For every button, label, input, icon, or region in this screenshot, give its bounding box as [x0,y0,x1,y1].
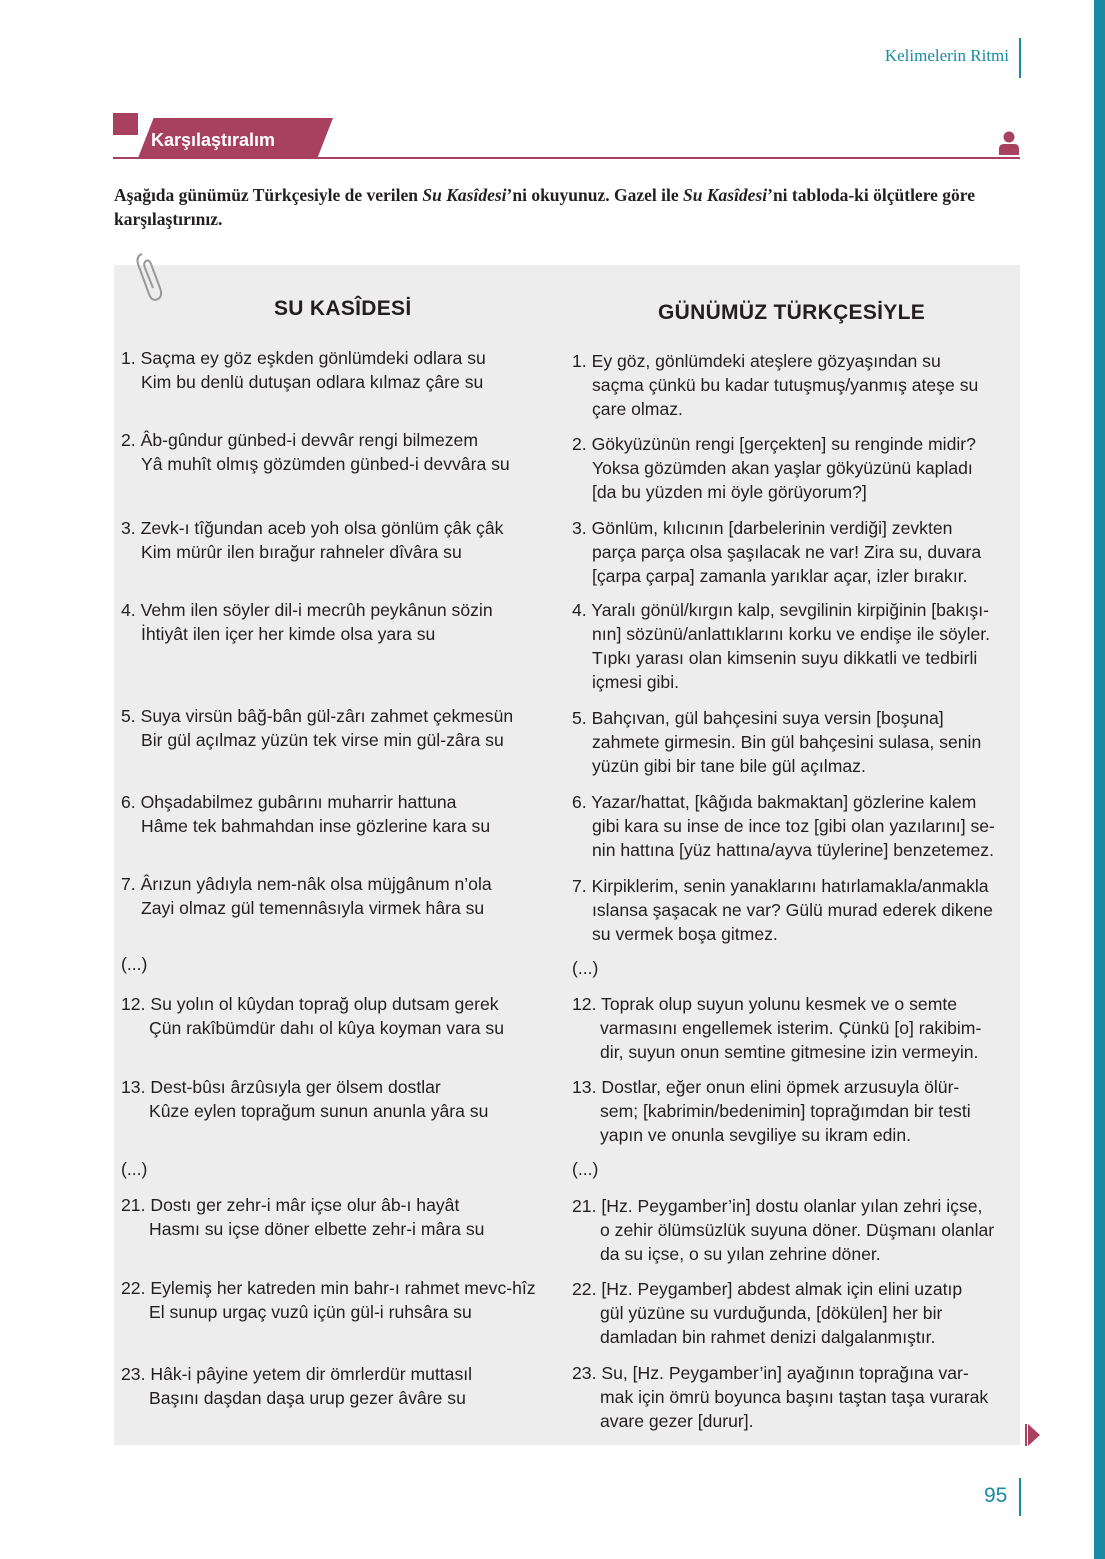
instruction-text [114,183,1024,231]
verse-line [121,540,503,564]
verse-item [121,704,513,752]
verse-item [572,432,976,504]
verse-text: (...) [572,1159,599,1179]
verse-number: 3. [121,518,136,538]
verse-line [572,874,993,898]
verse-number: 1. [121,348,136,368]
verse-line [572,670,990,694]
verse-number: 21. [572,1196,597,1216]
verse-text: nın] sözünü/anlattıklarını korku ve endişe ile söyler. [592,624,991,644]
verse-line [121,728,513,752]
verse-text: Yazar/hattat, [kâğıda bakmaktan] gözlerine kalem [591,792,977,812]
verse-line [572,1099,971,1123]
banner-square [113,113,138,135]
verse-number: 22. [572,1279,597,1299]
banner-label: Karşılaştıralım [151,130,276,150]
verse-text: Ârızun yâdıyla nem-nâk olsa müjgânum n’ola [140,874,492,894]
verse-text: mak için ömrü boyunca başını taştan taşa vurarak [600,1387,989,1407]
verse-text: (...) [121,1159,148,1179]
verse-line [572,1385,988,1409]
verse-text: nin hattına [yüz hattına/ayva tüylerine] benzetemez. [592,840,994,860]
verse-line [121,814,490,838]
verse-item [121,1193,484,1241]
verse-number: 3. [572,518,587,538]
verse-text: Tıpkı yarası olan kimsenin suyu dikkatli ve tedbirli [592,648,978,668]
instruction-part: ’ni okuyunuz. Gazel ile [506,185,683,205]
verse-text: yüzün gibi bir tane bile gül açılmaz. [592,756,866,776]
verse-text: Saçma ey göz eşkden gönlümdeki odlara su [140,348,486,368]
verse-line [572,790,995,814]
verse-line [572,646,990,670]
verse-text: saçma çünkü bu kadar tutuşmuş/yanmış ateşe su [592,375,979,395]
verse-text: [Hz. Peygamber’in] dostu olanlar yılan zehri içse, [601,1196,983,1216]
verse-line [121,1276,536,1300]
verse-text: Hasmı su içse döner elbette zehr-i mâra su [149,1219,485,1239]
verse-line [121,704,513,728]
verse-text: da su içse, o su yılan zehrine döner. [600,1244,881,1264]
person-icon [998,131,1020,155]
verse-text: Yaralı gönül/kırgın kalp, sevgilinin kirpiğinin [bakışı- [591,600,989,620]
verse-text: Ey göz, gönlümdeki ateşlere gözyaşından su [591,351,941,371]
verse-number: 12. [572,994,597,1014]
verse-text: Yâ muhît olmış gözümden günbed-i devvâra su [141,454,510,474]
verse-text: yapın ve onunla sevgiliye su ikram edin. [600,1125,911,1145]
edge-bar [1094,0,1105,1559]
verse-line [572,540,981,564]
verse-text: Hâme tek bahmahdan inse gözlerine kara su [141,816,491,836]
verse-text: su vermek boşa gitmez. [592,924,778,944]
verse-text: avare gezer [durur]. [600,1411,754,1431]
verse-text: Toprak olup suyun yolunu kesmek ve o semte [601,994,958,1014]
instruction-part: Aşağıda günümüz Türkçesiyle de verilen [114,185,423,205]
verse-line [572,754,981,778]
verse-text: Âb-gûndur günbed-i devvâr rengi bilmezem [140,430,478,450]
verse-text: Çün rakîbümdür dahı ol kûya koyman vara su [149,1018,504,1038]
verse-text: parça parça olsa şaşılacak ne var! Zira su, duvara [592,542,982,562]
verse-line [121,452,510,476]
verse-line [121,1193,484,1217]
instruction-part: ’ni tabloda-ki ölçütlere göre karşılaştırınız. [114,185,976,229]
verse-number: 12. [121,994,146,1014]
verse-line [572,622,990,646]
verse-text: varmasını engellemek isterim. Çünkü [o] rakibim- [600,1018,982,1038]
verse-line [572,956,598,980]
next-page-arrow-icon [1025,1424,1041,1446]
verse-text: Kim mürûr ilen bırağur rahneler dîvâra su [141,542,462,562]
verse-text: Zayi olmaz gül temennâsıyla virmek hâra su [141,898,485,918]
verse-line [572,456,976,480]
verse-line [572,397,978,421]
work-title: Su Kasîdesi [683,185,768,205]
verse-item [121,1362,472,1410]
ellipsis-marker [121,952,147,976]
section-title: Kelimelerin Ritmi [884,46,1009,65]
verse-line [572,1157,598,1181]
verse-text: Dostlar, eğer onun elini öpmek arzusuyla ölür- [601,1077,960,1097]
verse-item [121,992,504,1040]
verse-item [572,598,990,694]
verse-line [572,1218,994,1242]
verse-item [572,790,995,862]
verse-line [572,1409,988,1433]
verse-line [572,922,993,946]
verse-item [572,1277,962,1349]
verse-number: 4. [572,600,587,620]
verse-line [572,349,978,373]
verse-text: Yoksa gözümden akan yaşlar gökyüzünü kapladı [592,458,973,478]
verse-item [121,346,486,394]
verse-line [572,432,976,456]
verse-text: (...) [572,958,599,978]
verse-item [572,1361,988,1433]
verse-text: çare olmaz. [592,399,683,419]
verse-line [121,622,493,646]
verse-number: 2. [121,430,136,450]
verse-number: 13. [121,1077,146,1097]
verse-line [121,872,492,896]
verse-line [121,1157,147,1181]
page-number: 95 [984,1484,1008,1507]
footer-divider [1019,1478,1021,1516]
verse-number: 23. [572,1363,597,1383]
verse-text: Kûze eylen toprağum sunun anunla yâra su [149,1101,489,1121]
verse-text: Kim bu denlü dutuşan odlara kılmaz çâre su [141,372,484,392]
verse-text: Dest-bûsı ârzûsıyla ger ölsem dostlar [150,1077,441,1097]
verse-line [121,516,503,540]
verse-line [572,1361,988,1385]
verse-text: Su yolın ol kûydan toprağ olup dutsam gerek [150,994,499,1014]
verse-text: [çarpa çarpa] zamanla yarıklar açar, izler bırakır. [592,566,968,586]
verse-line [572,1277,962,1301]
verse-item [121,598,493,646]
verse-item [121,872,492,920]
verse-line [121,598,493,622]
verse-line [572,1194,994,1218]
verse-text: gibi kara su inse de ince toz [gibi olan yazılarını] se- [592,816,995,836]
verse-text: (...) [121,954,148,974]
banner-underline [113,157,1020,159]
verse-line [121,1099,488,1123]
ellipsis-marker [121,1157,147,1181]
verse-number: 13. [572,1077,597,1097]
verse-text: Hâk-i pâyine yetem dir ömrlerdür muttasıl [150,1364,473,1384]
verse-line [121,346,486,370]
verse-text: Gönlüm, kılıcının [darbelerinin verdiği] zevkten [591,518,953,538]
verse-text: Vehm ilen söyler dil-i mecrûh peykânun sözin [140,600,493,620]
verse-item [572,874,993,946]
verse-number: 6. [121,792,136,812]
verse-line [572,1075,971,1099]
verse-line [121,992,504,1016]
verse-line [572,992,981,1016]
verse-number: 5. [572,708,587,728]
verse-number: 23. [121,1364,146,1384]
verse-line [121,428,510,452]
verse-item [121,1075,488,1123]
verse-text: Kirpiklerim, senin yanaklarını hatırlamakla/anmakla [591,876,989,896]
verse-line [572,1301,962,1325]
verse-line [572,373,978,397]
verse-line [572,730,981,754]
verse-text: içmesi gibi. [592,672,680,692]
verse-number: 6. [572,792,587,812]
verse-line [121,896,492,920]
verse-line [572,1123,971,1147]
verse-number: 7. [121,874,136,894]
verse-item [572,706,981,778]
verse-line [572,1242,994,1266]
verse-line [572,1016,981,1040]
ellipsis-marker [572,1157,598,1181]
verse-line [572,838,995,862]
verse-text: Ohşadabilmez gubârını muharrir hattuna [140,792,457,812]
verse-line [121,1016,504,1040]
verse-text: sem; [kabrimin/bedenimin] toprağımdan bir testi [600,1101,971,1121]
verse-line [121,790,490,814]
verse-line [121,1075,488,1099]
verse-line [121,1300,536,1324]
verse-text: gül yüzüne su vurduğunda, [dökülen] her bir [600,1303,943,1323]
left-column-title: SU KASÎDESİ [274,297,412,320]
verse-line [572,598,990,622]
verse-line [572,564,981,588]
verse-item [572,1194,994,1266]
right-column-title: GÜNÜMÜZ TÜRKÇESİYLE [658,301,926,324]
verse-number: 1. [572,351,587,371]
verse-line [121,952,147,976]
verse-line [121,370,486,394]
verse-number: 2. [572,434,587,454]
header-divider [1019,38,1021,78]
verse-text: Gökyüzünün rengi [gerçekten] su renginde midir? [591,434,976,454]
paperclip-icon [132,250,166,304]
verse-item [121,516,503,564]
verse-line [121,1362,472,1386]
verse-line [572,480,976,504]
verse-number: 22. [121,1278,146,1298]
verse-text: El sunup urgaç vuzû içün gül-i ruhsâra su [149,1302,472,1322]
verse-item [572,992,981,1064]
verse-text: Bir gül açılmaz yüzün tek virse min gül-zâra su [141,730,504,750]
verse-line [572,516,981,540]
verse-item [121,428,510,476]
verse-text: o zehir ölümsüzlük suyuna döner. Düşmanı olanlar [600,1220,995,1240]
verse-line [572,1325,962,1349]
work-title: Su Kasîdesi [422,185,507,205]
verse-text: [Hz. Peygamber] abdest almak için elini uzatıp [601,1279,963,1299]
verse-text: Başını daşdan daşa urup gezer âvâre su [149,1388,466,1408]
verse-number: 7. [572,876,587,896]
verse-text: İhtiyât ilen içer her kimde olsa yara su [141,624,436,644]
verse-line [572,1040,981,1064]
ellipsis-marker [572,956,598,980]
verse-line [572,814,995,838]
verse-text: damladan bin rahmet denizi dalgalanmıştır. [600,1327,936,1347]
verse-item [572,1075,971,1147]
verse-text: [da bu yüzden mi öyle görüyorum?] [592,482,867,502]
verse-number: 4. [121,600,136,620]
verse-line [572,898,993,922]
verse-item [121,790,490,838]
verse-text: Suya virsün bâğ-bân gül-zârı zahmet çekmesün [140,706,514,726]
verse-line [121,1386,472,1410]
verse-text: Bahçıvan, gül bahçesini suya versin [boşuna] [591,708,944,728]
verse-item [572,516,981,588]
verse-text: zahmete girmesin. Bin gül bahçesini sulasa, senin [592,732,982,752]
verse-number: 21. [121,1195,146,1215]
verse-text: Eylemiş her katreden min bahr-ı rahmet mevc-hîz [150,1278,536,1298]
verse-number: 5. [121,706,136,726]
verse-text: dir, suyun onun semtine gitmesine izin vermeyin. [600,1042,979,1062]
verse-text: Dostı ger zehr-i mâr içse olur âb-ı hayât [150,1195,460,1215]
verse-text: ıslansa şaşacak ne var? Gülü murad ederek dikene [592,900,993,920]
verse-line [572,706,981,730]
verse-item [572,349,978,421]
verse-text: Su, [Hz. Peygamber’in] ayağının toprağına var- [601,1363,969,1383]
verse-text: Zevk-ı tîğundan aceb yoh olsa gönlüm çâk çâk [140,518,504,538]
verse-item [121,1276,536,1324]
verse-line [121,1217,484,1241]
